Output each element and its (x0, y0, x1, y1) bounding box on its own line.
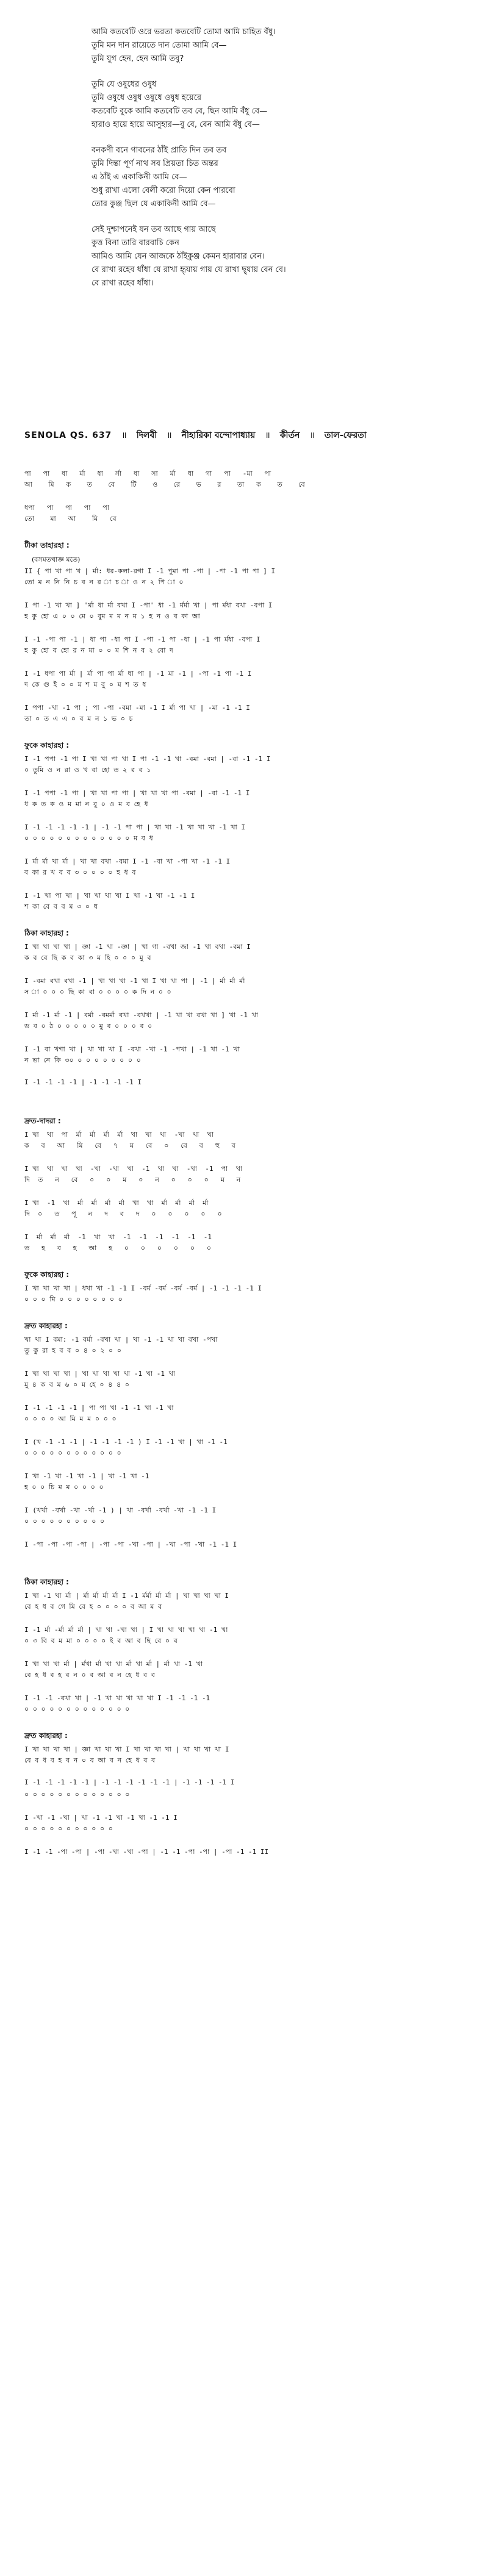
heading-separator: ॥ (121, 431, 127, 440)
section-label: ফুকে কাহারহা : (24, 1270, 70, 1279)
syllable-line: হ কু হো ব হো র ন মা ০ ০ ম শি ন ব ২ বো দ (24, 646, 173, 654)
section-label: দ্রুত-দাদরা : (24, 1117, 61, 1125)
swara-line: I -1 -1 -বখা খা | -1 খা খা খা খা খা I -1 -1 -1 -1 (24, 1694, 210, 1702)
notation-row (24, 1129, 476, 1164)
swara-line: I (খর্খা -বর্খা -খা -র্খা -1 ) | খা -বর্খা -বর্খা -খা -1 -1 I (24, 1506, 217, 1514)
notation-row (24, 1471, 476, 1505)
notation-row (24, 822, 476, 856)
syllable-line: মু ৪ ক ব ম ৬ ০ ম হে ০ ৪ ৪ ০ (24, 1381, 129, 1389)
syllable-line: ০ ০ ০ ০ ০ ০ ০ ০ ০ ০ ০ ০ ০ ম ব ধ (24, 834, 153, 842)
syllable-line: ০ ০ ০ ০ ০ ০ ০ ০ ০ ০ ০ ০ (24, 1449, 121, 1457)
swara-line: I র্মা -1 র্মা -1 | বর্মা -বমর্মা বখা -বখখা | -1 খা খা বখা খা ] খা -1 খা (24, 1011, 258, 1019)
lyric-line: তুমি যুগ হেন, হেন আমি তবু? (92, 54, 184, 63)
syllable-line: ০ ০ ০ ০ ০ ০ ০ ০ ০ ০ ০ ০ ০ (24, 1705, 130, 1713)
section-label: ফুকে কাহারহা : (24, 741, 70, 750)
syllable-line: ০ ০ ০ ০ ০ ০ ০ ০ ০ ০ ০ ০ ০ (24, 1791, 130, 1798)
notation-row (24, 1078, 476, 1112)
notation-row (24, 668, 476, 703)
heading-separator: ॥ (265, 431, 270, 440)
swara-line: I -1 পপা -1 পা | খা খা পা পা | খা খা খা পা -বমা | -বা -1 -1 I (24, 789, 250, 797)
swara-line: I -1 খা পা খা | খা খা খা খা I খা -1 খা -1 -1 I (24, 892, 195, 900)
section-label: টীকা তাহারহা : (24, 541, 70, 549)
notation-row (24, 754, 476, 788)
syllable-line: হ কু হো এ ০ ০ মে ০ বুম ম ম ন ম ১ হ ন ও ব কা আ (24, 612, 200, 620)
notation-row (24, 1625, 476, 1659)
syllable-line: ত হ ব হ আ হ ০ ০ ০ ০ ০ ০ (24, 1244, 212, 1252)
notation-row (24, 468, 476, 503)
syllable-line: বে হ ধ ব গে মি বে হ ০ ০ ০ ০ ব আ ম ব (24, 1603, 162, 1611)
syllable-line: ০ ৩ বি ব ম মা ০ ০ ০ ০ ই ব আ ব ছি বে ০ ব (24, 1637, 178, 1645)
lyric-line: তুমি যে ওষুধের ওষুধ (92, 80, 157, 89)
notation-row (24, 566, 476, 600)
section-label: দ্রুত কাহারহা : (24, 1731, 68, 1740)
notation-body (24, 468, 476, 1881)
syllable-line: বে ব ধ ব হ ব ন ০ ব আ ব ন হে ধ ব ব (24, 1756, 156, 1764)
notation-row (24, 1778, 476, 1812)
swara-line: II { পা খা পা খ | র্মা: ধর-কলা-রগা I -1 পুমা পা -পা | -পা -1 পা পা ] I (24, 567, 276, 575)
lyric-stanza (92, 26, 470, 66)
lyric-line: আমিও আমি যেন আজকে ঠাঁইকুঞ্জ কেমন হারাবার বেন। (92, 252, 265, 261)
syllable-line: ড ব ০ ঠ ০ ০ ০ ০ ০ মু ব ০ ০ ০ ব ০ (24, 1022, 152, 1030)
heading-part-tala: তাল-ফেরতা (324, 431, 367, 440)
syllable-line: হ ০ ০ চি ম ম ০ ০ ০ ০ (24, 1483, 104, 1491)
heading-part-genre: কীর্তন (279, 431, 300, 440)
heading-part-raga: দিলবী (136, 431, 157, 440)
swara-line: I খা -1 খা র্মা | র্মা র্মা র্মা র্মা I -1 র্মর্মা র্মা র্মা | খা খা খা খা I (24, 1592, 229, 1600)
notation-row (24, 1693, 476, 1727)
swara-line: I -বমা বখা বখা -1 | খা খা খা -1 খা I খা খা পা | -1 | র্মা র্মা র্মা (24, 977, 245, 985)
syllable-line: ক ব বে ছি ক ব কা ৩ ম হি ০ ০ ০ মু ব (24, 954, 151, 962)
notation-row (24, 976, 476, 1010)
swara-line: I -1 বা খগা খা | খা খা খা I -বখা -খা -1 -পখা | -1 খা -1 খা (24, 1045, 240, 1053)
notation-row (24, 942, 476, 976)
swara-line: I (খ -1 -1 -1 | -1 -1 -1 -1 ) I -1 -1 খা | খা -1 -1 (24, 1438, 228, 1446)
notation-row (24, 1847, 476, 1881)
lyric-line: এ ঠাঁই এ একাকিনী আমি বে— (92, 173, 187, 182)
syllable-line: শ কা বে ব ব ম ৩ ০ ধ (24, 903, 98, 911)
swara-line: I খা খা খা খা | ধখা খা -1 -1 I -বর্ম -বর্ম -বর্ম -বর্ম | -1 -1 -1 -1 I (24, 1284, 262, 1292)
syllable-line: তু কু রা হ ব ব ০ ৪ ০ ২ ০ ০ (24, 1347, 121, 1354)
lyric-stanza (92, 144, 470, 211)
syllable-line: ০ ০ ০ ০ ০ ০ ০ ০ ০ ০ (24, 1517, 105, 1525)
swara-line: I -1 -1 -1 -1 -1 | -1 -1 -1 -1 -1 -1 | -1 -1 -1 -1 I (24, 1778, 235, 1786)
lyric-block (92, 26, 470, 302)
lyric-line: বে রাখা রহেব ধাঁধা। (92, 279, 154, 288)
notation-row (24, 1010, 476, 1044)
notation-row (24, 1403, 476, 1437)
syllable-line: দি ত ন বে ০ ০ ম ০ ন ০ ০ ০ ম ন (24, 1176, 241, 1184)
swara-line: I -1 -1 -পা -পা | -পা -খা -খা -পা | -1 -1 -পা -পা | -পা -1 -1 II (24, 1848, 269, 1856)
notation-row (24, 634, 476, 668)
syllable-line: স া ০ ০ ০ ছি কা বা ০ ০ ০ ০ ক দি ন ০ ০ (24, 988, 171, 996)
swara-line: I খা খা খা খা | জ্ঞা খা খা খা I খা খা খা খা | খা খা খা খা I (24, 1745, 229, 1753)
swara-line: I -1 র্মা -র্মা র্মা র্মা | খা খা -খা খা | I খা খা খা খা খা -1 খা (24, 1626, 232, 1634)
lyric-line: বে রাখা রহেব ধাঁধা যে রাখা হৃ্যায় গায় যে রাখা ছৃ্যায় বেন বে। (92, 265, 286, 274)
lyric-line: আমি কতবেটি ওরে ভরতা কতবেটি তোমা আমি চাহিত বঁধু। (92, 27, 276, 37)
syllable-line: ধ ক ত ক ও ম মা ন বু ০ ও ম ব হে ধ (24, 800, 148, 808)
swara-line: I খা -1 খা র্মা র্মা র্মা র্মা খা খা র্মা র্মা র্মা র্মা (24, 1199, 209, 1207)
swara-line: I -1 ধপা পা র্মা | র্মা পা পা র্মা ধা পা | -1 মা -1 | -পা -1 পা -1 I (24, 670, 252, 678)
swara-line: I র্মা র্মা খা র্মা | খা খা বখা -বমা I -1 -বা খা -পা খা -1 -1 I (24, 857, 231, 865)
swara-line: I খা খা খা খা -খা -খা খা -1 খা খা -খা -1 পা খা (24, 1165, 242, 1173)
syllable-line: বে হ ধ ব হ ব ন ০ ব আ ব ন হে ধ ব ব (24, 1671, 155, 1679)
swara-line: পা পা ধা র্মা ধা র্সা ধা সা র্মা ধা গা পা -মা পা (24, 470, 271, 478)
notation-row (24, 703, 476, 737)
swara-line: I খা খা খা র্মা | র্মখা র্মা খা খা র্মা খা র্মা | র্মা খা -1 খা (24, 1660, 203, 1668)
syllable-line: তো মা আ মি বে (24, 515, 117, 523)
notation-row (24, 1437, 476, 1471)
syllable-line: তো ম ন নি নি চ ব ন র া চ া ও ন ২ পি া ০ (24, 578, 184, 586)
syllable-line: ০ ০ ০ ০ ০ ০ ০ ০ ০ ০ ০ (24, 1825, 113, 1833)
swara-line: I -পা -পা -পা -পা | -পা -পা -খা -পা | -খা -পা -খা -1 -1 I (24, 1540, 237, 1548)
lyric-line: সেই দুশ্চাপনেই যন তব আছে গায় আছে (92, 225, 216, 234)
section-label: দ্রুত কাহারহা : (24, 1322, 68, 1330)
swara-line: I -1 পপা -1 পা I খা খা পা খা I পা -1 -1 খা -বমা -বমা | -বা -1 -1 I (24, 755, 271, 763)
swara-line: I খা খা পা র্মা র্মা র্মা র্মা খা খা খা -খা খা খা (24, 1131, 214, 1139)
notation-row (24, 1198, 476, 1232)
notation-row (24, 600, 476, 634)
notation-row (24, 1539, 476, 1573)
swara-line: I র্মা র্মা র্মা -1 খা খা -1 -1 -1 -1 -1 -1 (24, 1233, 212, 1241)
notation-row (24, 1505, 476, 1539)
notation-row (24, 1812, 476, 1847)
song-heading (24, 428, 464, 443)
swara-line: ধপা পা পা পা পা (24, 504, 109, 512)
notation-row (24, 1044, 476, 1078)
lyric-line: তুমি ওষুধে ওষুধ ওষুধে ওষুধ হয়েরে (92, 93, 201, 102)
syllable-line: ন ভা নে কি ৩০ ০ ০ ০ ০ ০ ০ ০ ০ (24, 1056, 141, 1064)
syllable-line: তা ০ ত এ এ ০ ব ম ন ১ ভ ০ চ (24, 715, 133, 723)
syllable-line: ০ তুমি ও ন রা ও খ বা হো ত ২ র ব ১ (24, 766, 151, 774)
lyric-line: তুমি দিন্তা পূর্ণ নাথ সব প্রিয়তা চিত অন্তর (92, 159, 218, 168)
swara-line: I খা -1 খা -1 খা -1 | খা -1 খা -1 (24, 1472, 149, 1480)
lyric-line: কতবেটি বুকে আমি কতবেটি তব বে, ছিন আমি বঁধু বে— (92, 107, 268, 116)
syllable-line: আ মি ক ত বে টি ও রে ভ র তা ক ত বে (24, 481, 305, 488)
swara-line: খা খা I বমা: -1 বর্মা -বখা খা | খা -1 -1 খা খা বখা -পখা (24, 1336, 218, 1343)
notation-row (24, 1334, 476, 1368)
lyric-line: বনকণী বনে গাবনের ঠাঁই প্রাতি দিন তব তব (92, 146, 227, 155)
syllable-line: দি ০ ত পূ ন দ ব দ ০ ০ ০ ০ ০ (24, 1210, 222, 1218)
notation-row (24, 788, 476, 822)
swara-line: I পপা -খা -1 পা ; পা -পা -বমা -মা -1 I র্মা পা খা | -মা -1 -1 I (24, 704, 250, 712)
section-subnote: (বসমতথাজ্ঞ মতে) (32, 556, 81, 564)
swara-line: I -1 -1 -1 -1 | -1 -1 -1 -1 I (24, 1078, 142, 1086)
lyric-line: হারাও হায়ে হায়ে আসুহার—বু বে, বেন আমি বঁধু বে— (92, 120, 260, 129)
swara-line: I খা খা খা খা | খা খা খা খা খা -1 খা -1 খা (24, 1370, 176, 1378)
heading-part-artist: নীহারিকা বন্দোপাধ্যায় (181, 431, 256, 440)
syllable-line: ব কা র খ ব ব ৩ ০ ০ ০ ০ হ ধ ব (24, 868, 136, 876)
syllable-line: দ কে গু ই ০ ০ ম শ ম বু ০ ম শ ত ধ (24, 681, 146, 689)
lyric-line: কুত্ত বিনা তারি বারবাচি কেন (92, 238, 179, 248)
notation-row (24, 1590, 476, 1625)
notation-row (24, 1164, 476, 1198)
section-label: ঠিকা কাহারহা : (24, 1578, 69, 1586)
swara-line: I খা খা খা খা | জ্ঞা -1 খা -জ্ঞা | খা গা -বখা জা -1 খা বখা -বমা I (24, 943, 251, 951)
notation-row (24, 1659, 476, 1693)
swara-line: I -1 -1 -1 -1 | পা পা খা -1 -1 খা -1 খা (24, 1404, 174, 1412)
lyric-line: তুমি মন দান রায়েতে দান তোমা আমি বে— (92, 41, 227, 50)
notation-row (24, 1744, 476, 1778)
section-label: ঠিকা কাহারহা : (24, 929, 69, 937)
notation-row (24, 890, 476, 925)
notation-row (24, 503, 476, 537)
heading-separator: ॥ (167, 431, 172, 440)
notation-row (24, 1232, 476, 1266)
notation-row (24, 856, 476, 890)
lyric-stanza (92, 78, 470, 132)
swara-line: I পা -1 খা খা ] 'র্মা ধা র্মা বখা I -পা' ধা -1 র্মর্মা খা | পা র্মধা বখা -বপা I (24, 601, 273, 609)
lyric-stanza (92, 223, 470, 290)
swara-line: I -খা -1 -খা | খা -1 -1 খা -1 খা -1 -1 I (24, 1814, 178, 1822)
swara-line: I -1 -1 -1 -1 -1 | -1 -1 পা পা | খা খা -1 খা খা খা -1 খা I (24, 823, 245, 831)
syllable-line: ০ ০ ০ ০ আ মি ম ম ০ ০ ০ (24, 1415, 117, 1423)
lyric-line: তোর কুঞ্জ ছিল যে একাকিনী আমি বে— (92, 199, 216, 209)
lyric-line: শুধু রাখা এলো বেলী করো দিয়ো কেন পারবো (92, 186, 235, 195)
syllable-line: ক ব আ মি বে ৭ ম বে ০ বে ব হু ব (24, 1142, 235, 1150)
swara-line: I -1 -পা পা -1 | ধা পা -ধা পা I -পা -1 পা -ধা | -1 পা র্মধা -বপা I (24, 635, 260, 643)
notation-row (24, 1368, 476, 1403)
song-code: SENOLA QS. 637 (24, 431, 112, 440)
syllable-line: ০ ০ ০ মি ০ ০ ০ ০ ০ ০ ০ ০ (24, 1295, 123, 1303)
notation-row (24, 1283, 476, 1317)
heading-separator: ॥ (309, 431, 315, 440)
